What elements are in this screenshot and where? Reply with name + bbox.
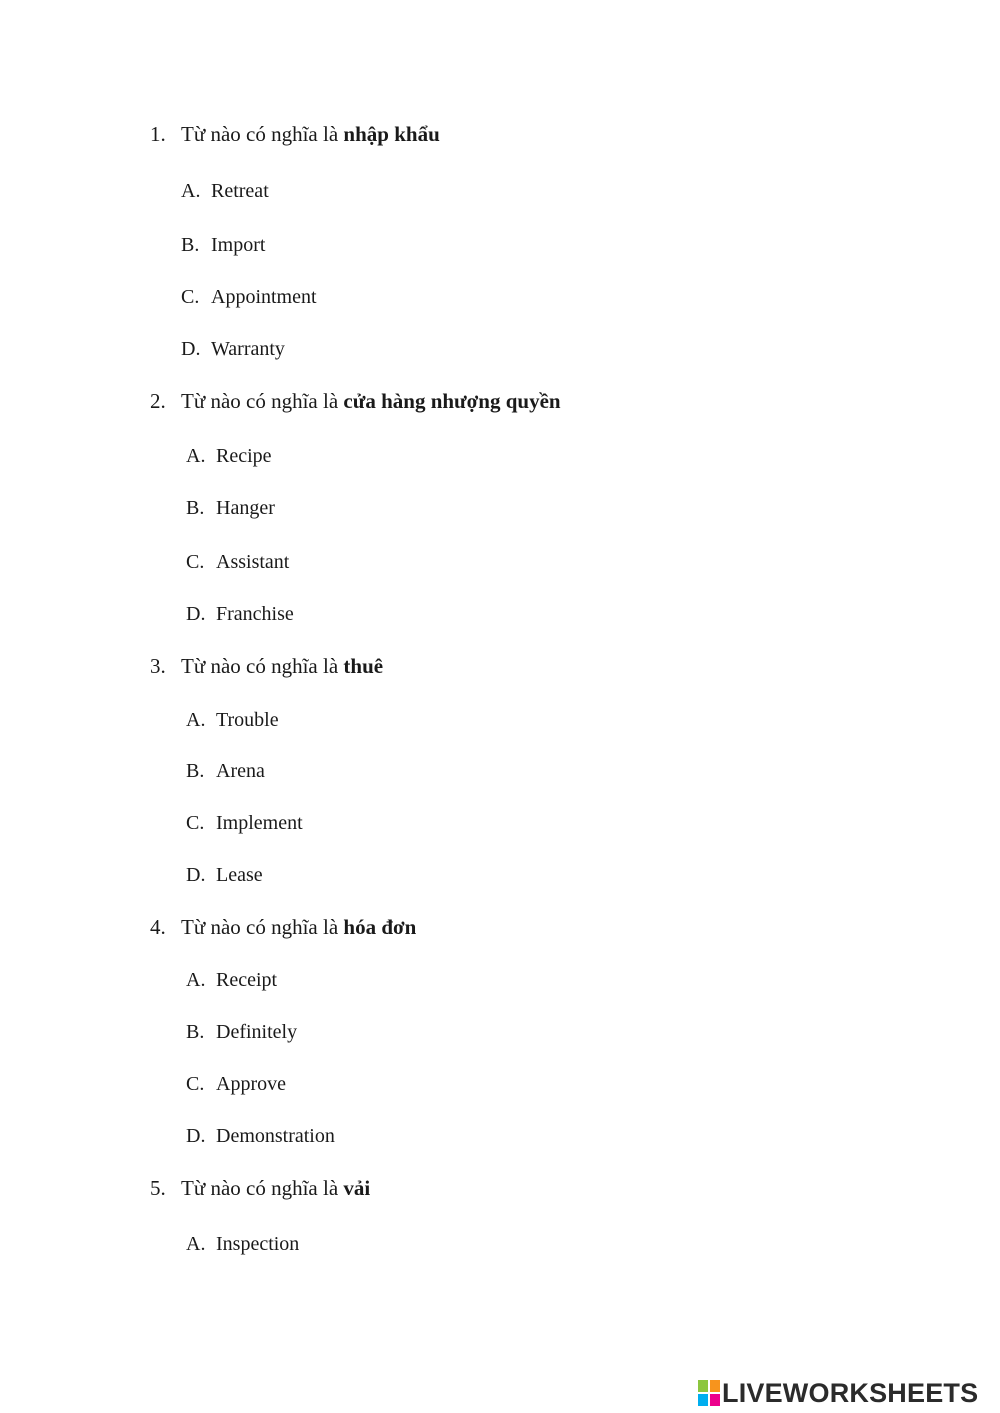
option-text: Trouble	[216, 709, 279, 731]
option-text: Assistant	[216, 551, 290, 573]
option-letter: B.	[181, 234, 200, 256]
option-letter: B.	[186, 1021, 205, 1043]
option-letter: A.	[186, 445, 206, 467]
option-5a[interactable]	[186, 1233, 299, 1256]
brand-text: LIVEWORKSHEETS	[722, 1377, 979, 1408]
option-letter: C.	[186, 1073, 205, 1095]
option-letter: B.	[186, 760, 205, 782]
option-letter: A.	[186, 709, 206, 731]
question-keyword: vải	[343, 1176, 371, 1200]
option-2c[interactable]	[186, 551, 289, 574]
liveworksheets-logo	[698, 1378, 978, 1408]
option-3a[interactable]	[186, 709, 279, 732]
option-text: Arena	[216, 760, 265, 782]
option-text: Appointment	[211, 286, 317, 308]
question-number: 2.	[150, 389, 166, 413]
question-prompt: Từ nào có nghĩa là	[181, 389, 339, 413]
option-text: Demonstration	[216, 1125, 335, 1147]
option-text: Definitely	[216, 1021, 298, 1043]
option-3b[interactable]	[186, 760, 265, 783]
option-text: Import	[211, 234, 266, 256]
option-text: Warranty	[211, 338, 285, 360]
question-prompt: Từ nào có nghĩa là	[181, 122, 339, 146]
question-prompt: Từ nào có nghĩa là	[181, 654, 339, 678]
question-4	[150, 915, 416, 940]
option-letter: C.	[186, 812, 205, 834]
question-number: 5.	[150, 1176, 166, 1200]
question-keyword: nhập khẩu	[343, 122, 440, 146]
option-letter: A.	[186, 1233, 206, 1255]
question-3	[150, 654, 383, 679]
option-text: Hanger	[216, 497, 275, 519]
question-prompt: Từ nào có nghĩa là	[181, 915, 339, 939]
option-4c[interactable]	[186, 1073, 286, 1096]
option-1a[interactable]	[181, 180, 269, 203]
question-keyword: cửa hàng nhượng quyền	[343, 389, 561, 413]
question-number: 3.	[150, 654, 166, 678]
option-2b[interactable]	[186, 497, 275, 520]
option-letter: D.	[186, 864, 206, 886]
option-text: Implement	[216, 812, 303, 834]
question-2	[150, 389, 561, 414]
question-prompt: Từ nào có nghĩa là	[181, 1176, 339, 1200]
option-2a[interactable]	[186, 445, 272, 468]
logo-square	[698, 1380, 708, 1392]
option-1b[interactable]	[181, 234, 265, 257]
option-text: Lease	[216, 864, 263, 886]
option-letter: D.	[186, 1125, 206, 1147]
logo-square	[698, 1394, 708, 1406]
option-text: Inspection	[216, 1233, 300, 1255]
option-text: Approve	[216, 1073, 286, 1095]
option-1d[interactable]	[181, 338, 285, 361]
question-number: 4.	[150, 915, 166, 939]
option-text: Receipt	[216, 969, 278, 991]
question-1	[150, 122, 440, 147]
option-4d[interactable]	[186, 1125, 335, 1148]
logo-square	[710, 1394, 720, 1406]
option-letter: C.	[186, 551, 205, 573]
option-1c[interactable]	[181, 286, 317, 309]
option-text: Retreat	[211, 180, 269, 202]
logo-square	[710, 1380, 720, 1392]
question-keyword: thuê	[343, 654, 384, 678]
question-5	[150, 1176, 370, 1201]
option-3d[interactable]	[186, 864, 263, 887]
option-4b[interactable]	[186, 1021, 297, 1044]
option-letter: D.	[186, 603, 206, 625]
option-text: Franchise	[216, 603, 294, 625]
option-letter: B.	[186, 497, 205, 519]
option-letter: A.	[181, 180, 201, 202]
question-number: 1.	[150, 122, 166, 146]
liveworksheets-logo-icon	[698, 1380, 720, 1406]
option-letter: D.	[181, 338, 201, 360]
option-2d[interactable]	[186, 603, 294, 626]
option-letter: A.	[186, 969, 206, 991]
option-4a[interactable]	[186, 969, 277, 992]
question-keyword: hóa đơn	[343, 915, 417, 939]
option-text: Recipe	[216, 445, 272, 467]
option-3c[interactable]	[186, 812, 303, 835]
option-letter: C.	[181, 286, 200, 308]
